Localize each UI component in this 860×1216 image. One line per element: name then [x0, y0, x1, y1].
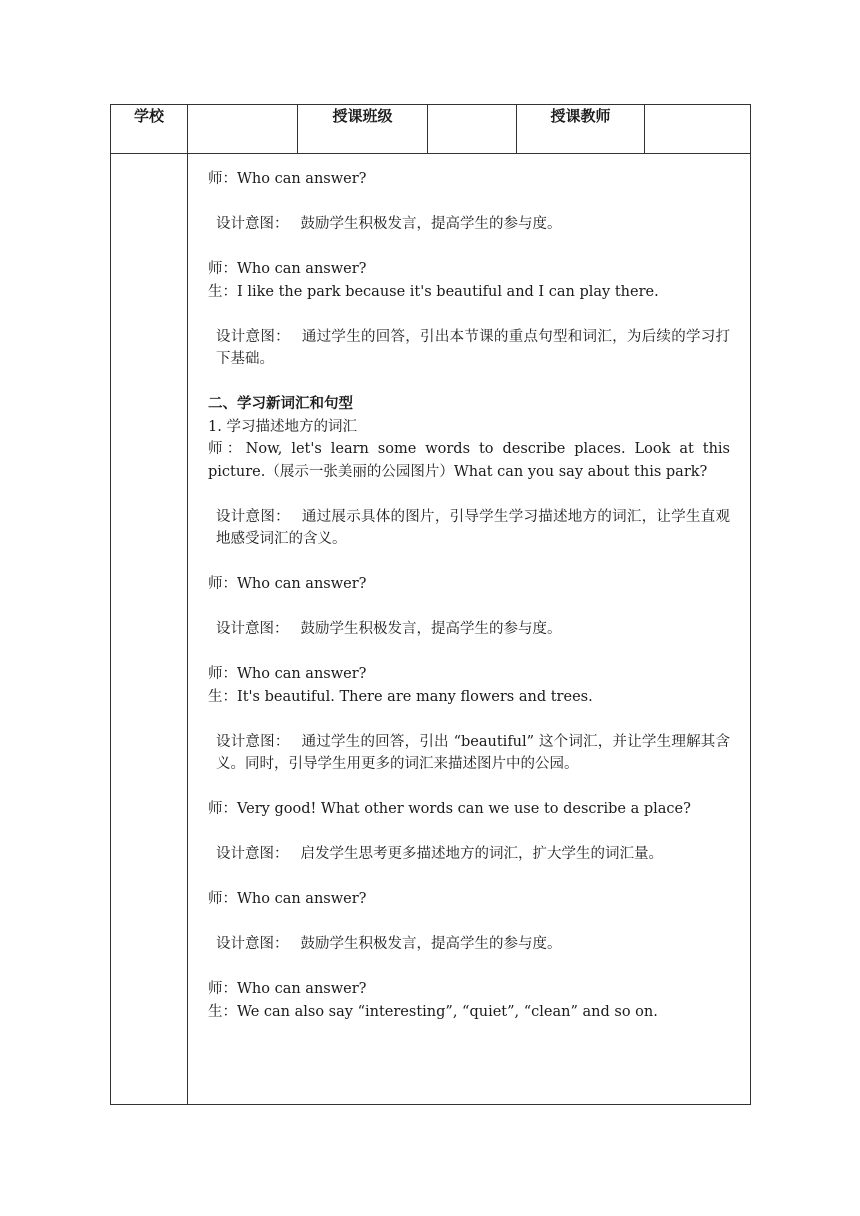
- design-intent-text: 通过展示具体的图片，引导学生学习描述地方的词汇，让学生直观地感受词汇的含义。: [216, 508, 731, 547]
- header-row: [111, 105, 751, 154]
- lesson-content: [188, 154, 750, 1023]
- school-value: [188, 105, 298, 154]
- content-row: [111, 154, 751, 1105]
- design-intent-label: 设计意图：: [216, 621, 289, 637]
- design-intent-text: 鼓励学生积极发言，提高学生的参与度。: [300, 216, 562, 232]
- section-heading: 二、学习新词汇和句型: [208, 396, 353, 412]
- design-intent-label: 设计意图：: [216, 846, 289, 862]
- teacher-line: 师：Who can answer?: [208, 171, 367, 187]
- teacher-line: 师：Very good! What other words can we use to describe a place?: [208, 801, 691, 817]
- design-intent-label: 设计意图：: [216, 216, 289, 232]
- design-intent-label: 设计意图：: [216, 733, 290, 750]
- teacher-line: 师：Who can answer?: [208, 666, 367, 682]
- teacher-line: 师：Who can answer?: [208, 891, 367, 907]
- content-cell: [188, 154, 751, 1105]
- student-line: 生：We can also say “interesting”, “quiet”, “clean” and so on.: [208, 1003, 658, 1020]
- design-intent: [208, 326, 730, 371]
- teacher-value: [645, 105, 751, 154]
- design-intent: [208, 506, 730, 551]
- teacher-line: 师：Who can answer?: [208, 261, 367, 277]
- class-label: 授课班级: [298, 105, 428, 154]
- design-intent: [208, 618, 730, 641]
- teacher-label: 授课教师: [517, 105, 645, 154]
- teacher-line: 师：Now, let's learn some words to describe places. Look at this picture.（展示一张美丽的公园图片）What can you say about this park?: [208, 441, 730, 480]
- design-intent-label: 设计意图：: [216, 936, 289, 952]
- design-intent: [208, 843, 730, 866]
- subsection-heading: 1. 学习描述地方的词汇: [208, 418, 357, 435]
- design-intent-text: 鼓励学生积极发言，提高学生的参与度。: [300, 936, 562, 952]
- left-blank-cell: [111, 154, 188, 1105]
- teacher-line: 师：Who can answer?: [208, 981, 367, 997]
- design-intent-text: 启发学生思考更多描述地方的词汇，扩大学生的词汇量。: [300, 846, 663, 862]
- design-intent-label: 设计意图：: [216, 328, 290, 345]
- design-intent: [208, 933, 730, 956]
- class-value: [428, 105, 517, 154]
- teacher-line: 师：Who can answer?: [208, 576, 367, 592]
- school-label: 学校: [111, 105, 188, 154]
- design-intent: [208, 731, 730, 776]
- design-intent-text: 鼓励学生积极发言，提高学生的参与度。: [300, 621, 562, 637]
- design-intent-text: 通过学生的回答，引出本节课的重点句型和词汇，为后续的学习打下基础。: [216, 328, 731, 367]
- student-line: 生：I like the park because it's beautiful and I can play there.: [208, 283, 659, 300]
- design-intent: [208, 213, 730, 236]
- design-intent-text: 通过学生的回答，引出 “beautiful” 这个词汇，并让学生理解其含义。同时，引导学生用更多的词汇来描述图片中的公园。: [216, 733, 731, 772]
- design-intent-label: 设计意图：: [216, 508, 290, 525]
- student-line: 生：It's beautiful. There are many flowers and trees.: [208, 688, 593, 705]
- lesson-plan-table: [110, 104, 751, 1105]
